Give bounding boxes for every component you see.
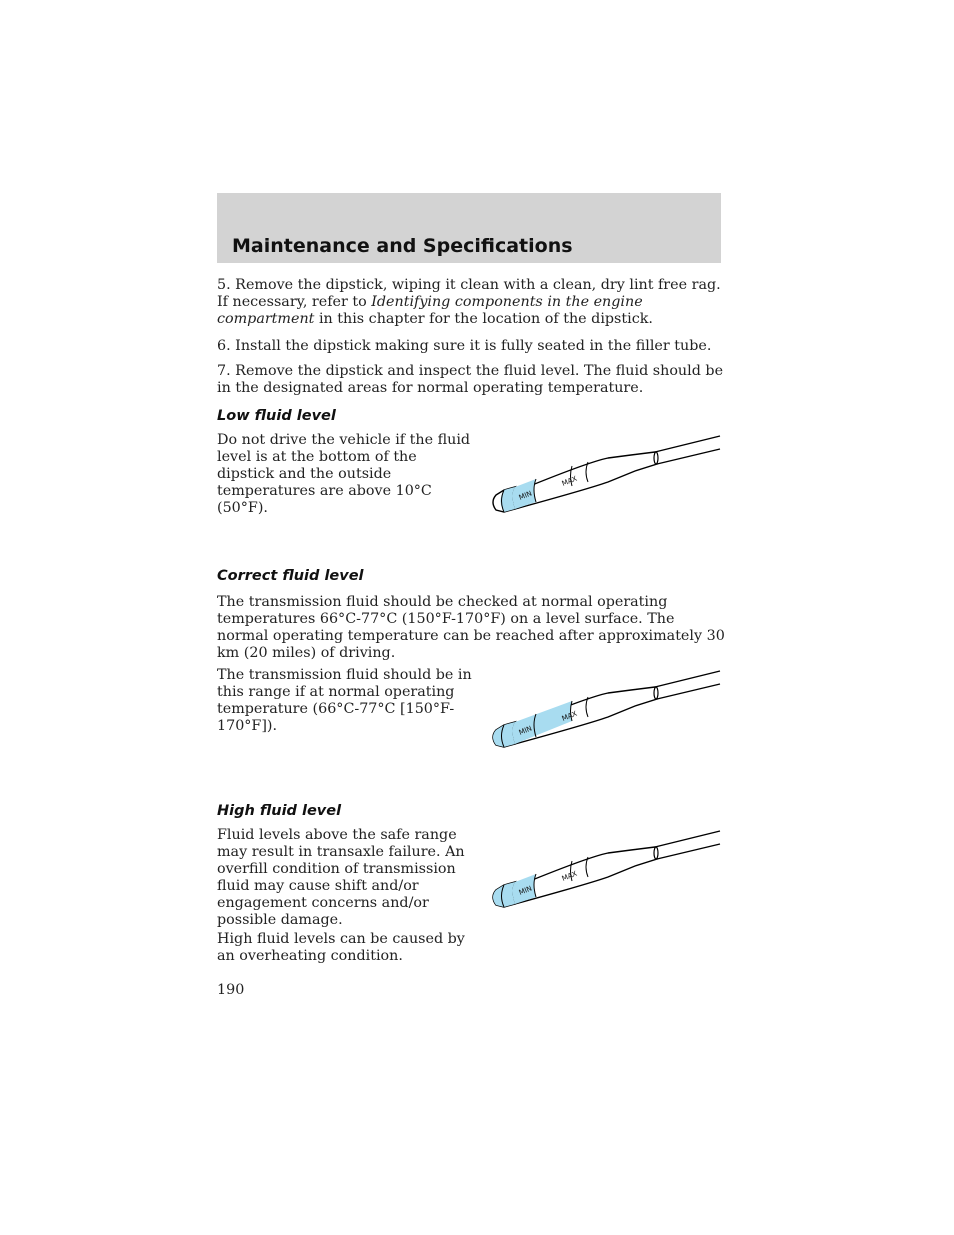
high-fluid-text-2: High fluid levels can be caused by an overheating condition. bbox=[217, 931, 465, 964]
low-fluid-heading: Low fluid level bbox=[217, 408, 336, 424]
dipstick-min-label: MIN bbox=[517, 724, 534, 737]
dipstick-low-illustration bbox=[488, 434, 722, 514]
step-5-lead: 5. Remove the dipstick, wiping it clean with a clean, dry lint free rag. If necessary, refer to bbox=[217, 277, 721, 310]
correct-fluid-text-2: The transmission fluid should be in this range if at normal operating temperature (66°C-77°C [150°F-170°F]). bbox=[217, 667, 472, 734]
dipstick-max-label: MAX bbox=[560, 709, 579, 723]
step-5-paragraph bbox=[217, 277, 727, 328]
section-header-band bbox=[217, 193, 721, 263]
dipstick-max-label: MAX bbox=[560, 474, 579, 488]
low-fluid-text: Do not drive the vehicle if the fluid level is at the bottom of the dipstick and the outside temperatures are above 10°C (50°F). bbox=[217, 432, 471, 516]
dipstick-min-label: MIN bbox=[517, 884, 534, 897]
dipstick-max-label: MAX bbox=[560, 869, 579, 883]
correct-fluid-heading: Correct fluid level bbox=[217, 568, 364, 584]
step-7-paragraph: 7. Remove the dipstick and inspect the fluid level. The fluid should be in the designated areas for normal operating temperature. bbox=[217, 363, 724, 396]
page-title: Maintenance and Specifications bbox=[232, 235, 573, 257]
dipstick-min-label: MIN bbox=[517, 489, 534, 502]
high-fluid-text-1: Fluid levels above the safe range may result in transaxle failure. An overfill condition of transmission fluid may cause shift and/or engagement concerns and/or possible damage. bbox=[217, 827, 465, 928]
high-fluid-heading: High fluid level bbox=[217, 803, 342, 819]
dipstick-high-illustration bbox=[488, 829, 722, 909]
step-6-paragraph: 6. Install the dipstick making sure it is fully seated in the filler tube. bbox=[217, 338, 712, 354]
page-number: 190 bbox=[217, 982, 245, 998]
correct-fluid-text-1: The transmission fluid should be checked at normal operating temperatures 66°C-77°C (150°F-170°F) on a level surface. The normal operating temperature can be reached after approximately 30 km (20 miles) of driving. bbox=[217, 594, 725, 661]
dipstick-correct-illustration bbox=[488, 669, 722, 749]
step-5-reference: Identifying components in the engine compartment bbox=[217, 294, 643, 327]
step-5-tail: in this chapter for the location of the dipstick. bbox=[314, 311, 653, 327]
